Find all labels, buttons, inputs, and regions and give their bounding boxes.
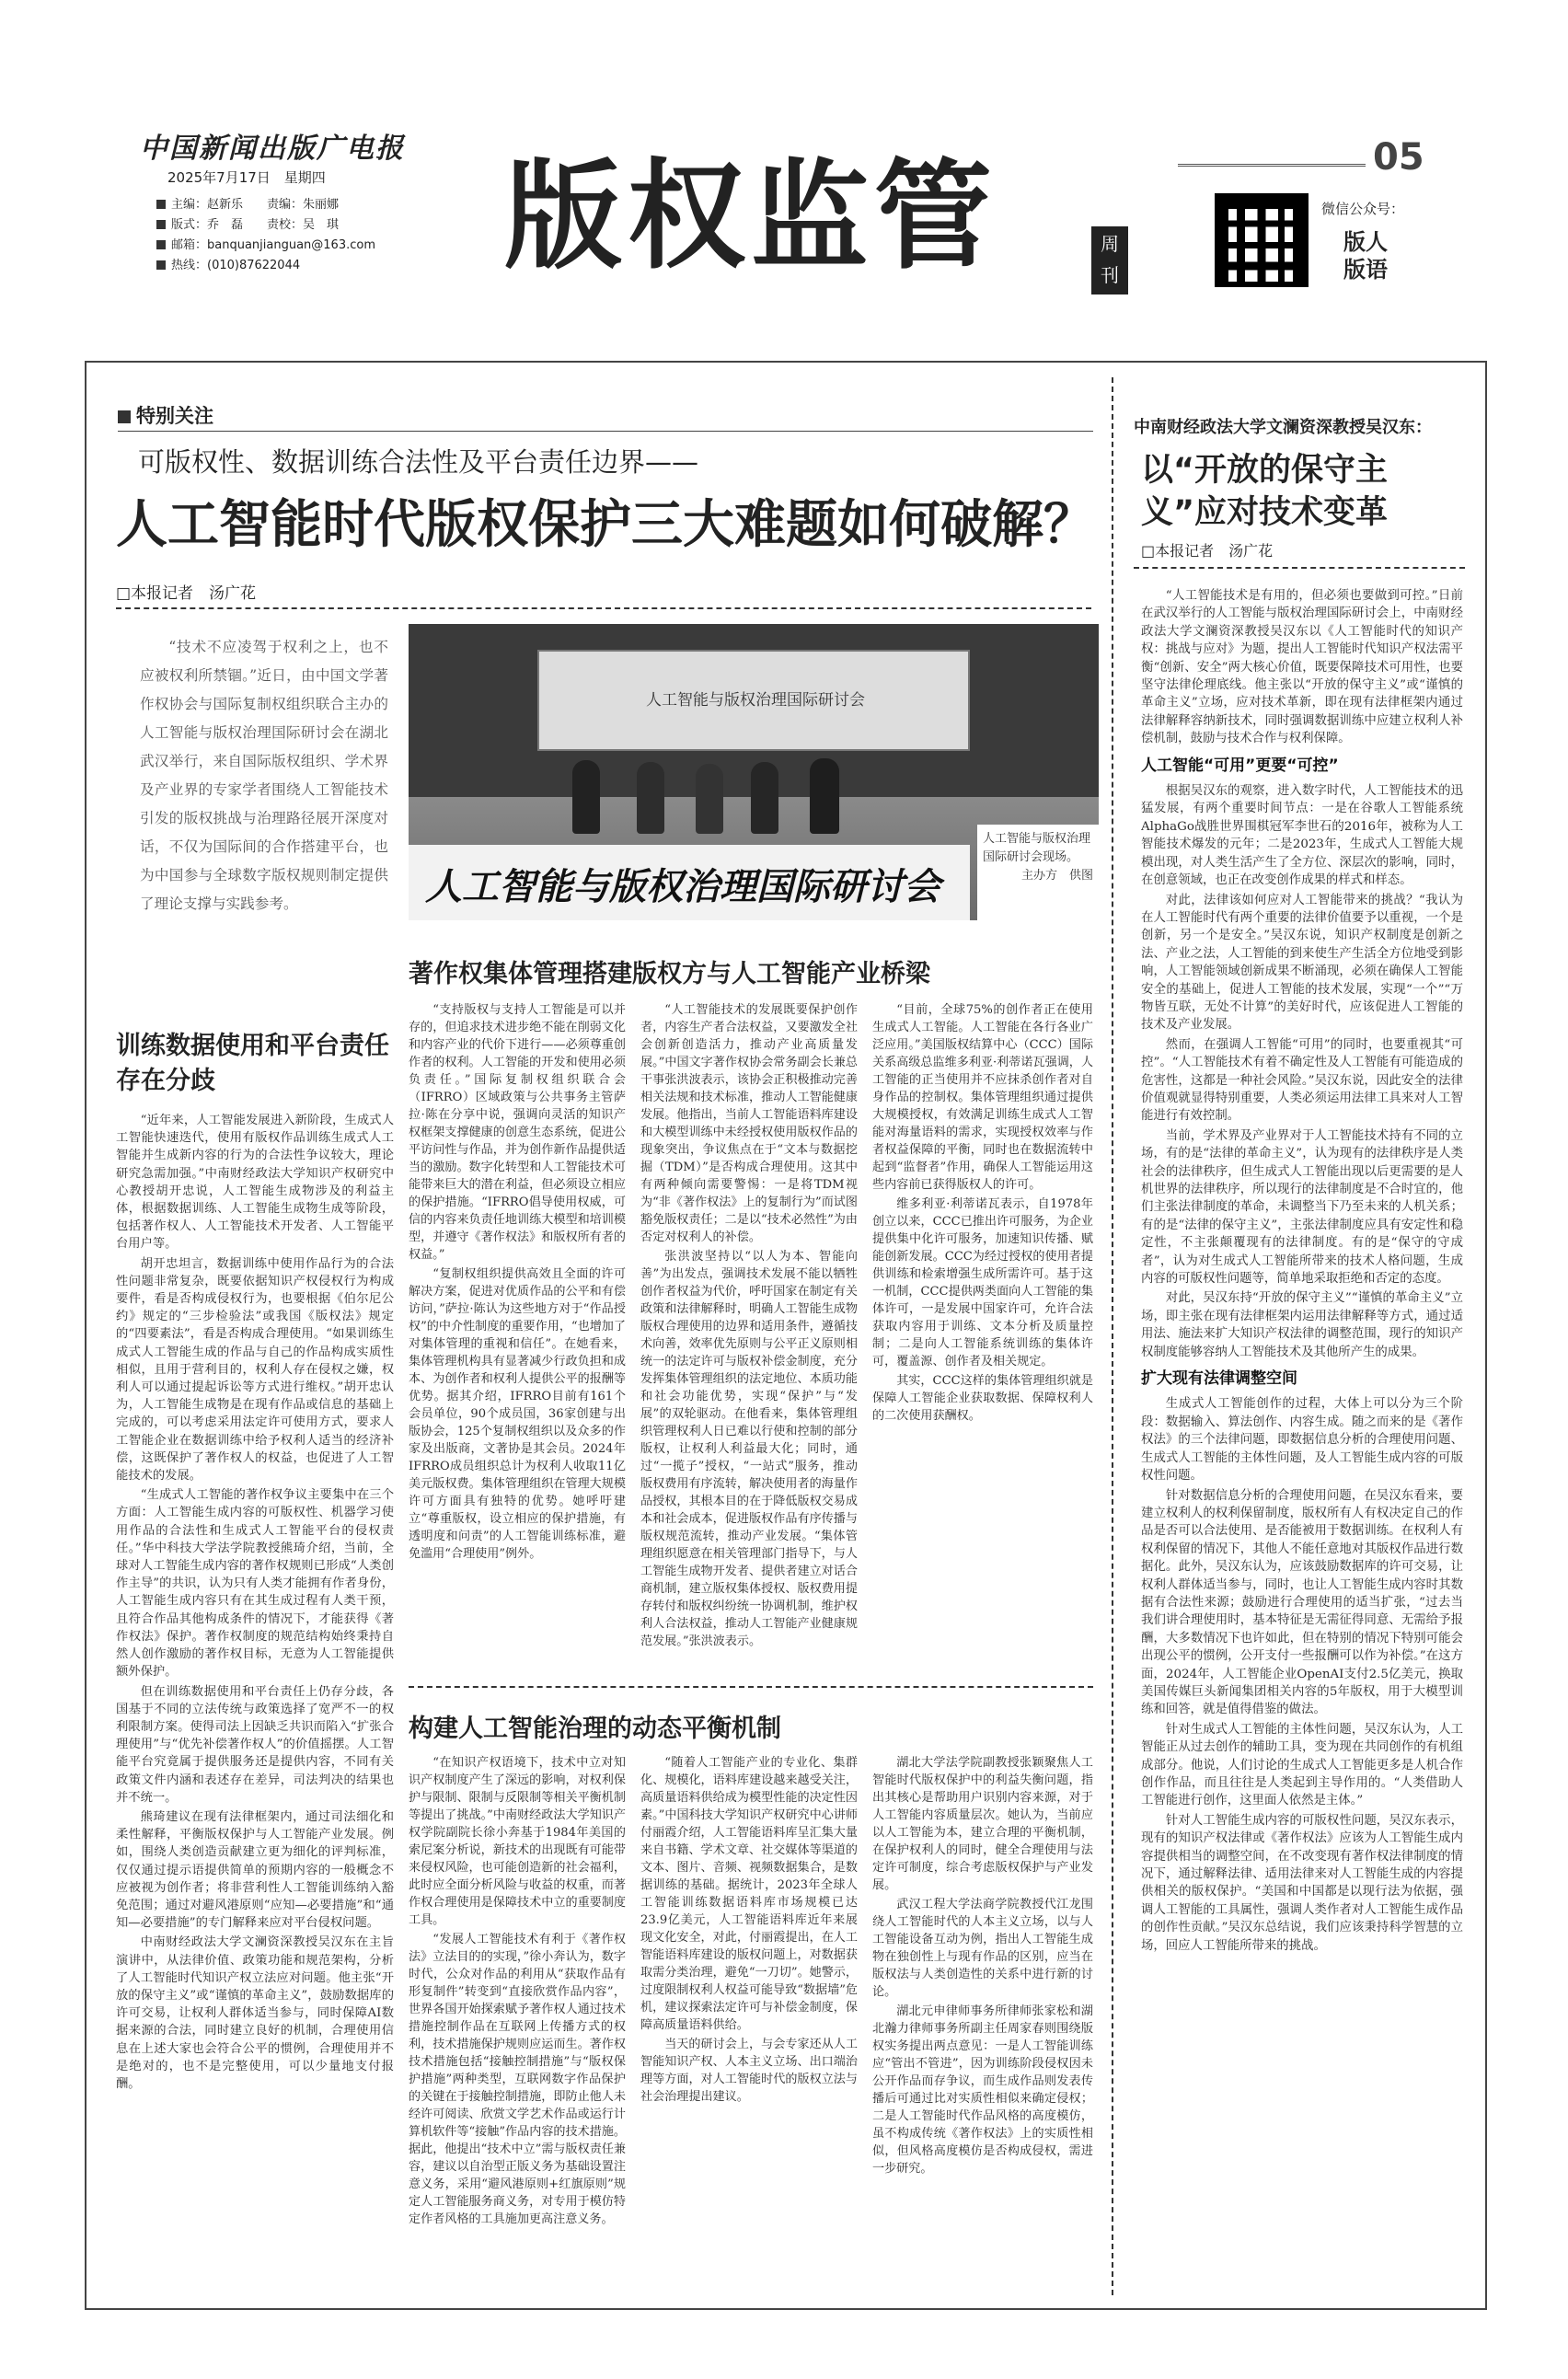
stage-banner [409, 845, 970, 920]
body-paragraph: 武汉工程大学法商学院教授代江龙围绕人工智能时代的人本主义立场，以与人工智能设备互动为例，指出人工智能生成物在独创性上与现有作品的区别，应当在版权法与人类创造性的关系中进行新的讨论。 [872, 1898, 1093, 1999]
section1-body [116, 1112, 394, 2299]
body-paragraph: “目前，全球75%的创作者正在使用生成式人工智能。人工智能在各行各业广泛应用。”美国版权结算中心（CCC）国际关系高级总监维多利亚·利蒂诺瓦强调，人工智能的正当使用并不应抹杀创作者对自身作品的控制权。集体管理组织通过提供大规模授权，有效满足训练生成式人工智能对海量语料的需求，实现授权效率与作者权益保障的平衡，同时也在数据流转中起到“监督者”作用，确保人工智能运用这些内容前已获得版权人的许可。 [872, 1003, 1093, 1192]
page-number-rule [1178, 164, 1366, 167]
page-number: 05 [1373, 136, 1424, 179]
speaker-figure [696, 764, 723, 834]
article-byline: □本报记者 汤广花 [116, 584, 257, 603]
photo-caption: 人工智能与版权治理国际研讨会现场。 [983, 832, 1091, 864]
bullet-icon [118, 410, 131, 423]
body-paragraph: 熊琦建议在现有法律框架内，通过司法细化和柔性解释，平衡版权保护与人工智能产业发展。例如，围绕人类创造贡献建立更为细化的评判标准，仅仅通过提示语提供简单的预期内容的一般概念不应被视为创作者；将非营利性人工智能训练纳入豁免范围；通过对避风港原则“应知—必要措施”和“通知—必要措施”的专门解释来应对平台侵权问题。 [116, 1809, 394, 1931]
body-paragraph: 根据吴汉东的观察，进入数字时代，人工智能技术的迅猛发展，有两个重要时间节点：一是在谷歌人工智能系统AlphaGo战胜世界围棋冠军李世石的2016年，被称为人工智能技术爆发的元年；二是2023年，生成式人工智能大规模出现，对人类生活产生了全方位、深层次的影响，同时，在创意领域，也正在改变创作成果的样式和样态。 [1141, 784, 1463, 888]
intro-paragraph: “技术不应凌驾于权利之上，也不应被权利所禁锢。”近日，由中国文学著作权协会与国际复制权组织联合主办的人工智能与版权治理国际研讨会在湖北武汉举行，来自国际版权组织、学术界及产业界的专家学者围绕人工智能技术引发的版权挑战与治理路径展开深度对话，不仅为国际间的合作搭建平台，也为中国参与全球数字版权规则制定提供了理论支撑与实践参考。 [140, 639, 388, 912]
section-label-rule [118, 431, 1093, 432]
body-paragraph: “在知识产权语境下，技术中立对知识产权制度产生了深远的影响，对权利保护与限制、限制与反限制等相关平衡机制等提出了挑战。”中南财经政法大学知识产权学院副院长徐小奔基于1984年美国的索尼案分析说，新技术的出现既有可能带来侵权风险，也可能创造新的社会福利，此时应全面分析风险与收益的权重，而著作权合理使用是保障技术中立的重要制度工具。 [409, 1756, 626, 1927]
side-body [1141, 587, 1463, 2299]
banner-text: 人工智能与版权治理国际研讨会 [425, 866, 940, 908]
article-headline: 人工智能时代版权保护三大难题如何破解？ [116, 495, 1095, 555]
issue-date: 2025年7月17日 星期四 [167, 169, 326, 186]
section3-heading: 构建人工智能治理的动态平衡机制 [409, 1715, 781, 1743]
body-paragraph: 中南财经政法大学文澜资深教授吴汉东在主旨演讲中，从法律价值、政策功能和规范架构，分析了人工智能时代知识产权立法应对问题。他主张“开放的保守主义”或“谨慎的革命主义”，鼓励数据库的许可交易，让权利人群体适当参与，同时保障AI数据来源的合法，同时建立良好的机制，合理使用信息在上述大家也会符合公平的惯例，合理使用并不是绝对的，也不是完整使用，可以少量地支付报酬。 [116, 1935, 394, 2091]
qr-code-icon [1215, 193, 1309, 287]
wechat-label: 微信公众号： [1321, 201, 1405, 217]
speaker-figure [810, 758, 839, 834]
bullet-icon [156, 260, 166, 270]
section-divider [409, 1686, 1093, 1688]
body-paragraph: “复制权组织提供高效且全面的许可解决方案，促进对优质作品的公平和有偿访问，”萨拉·陈认为这些地方对于“作品授权”的中介性制度的重要作用，“也增加了对集体管理的重视和信任”。在她看来，集体管理机构具有显著减少行政负担和成本、为创作者和权利人提供公平的报酬等优势。据其介绍，IFRRO目前有161个会员单位，90个成员国，36家创建与出版协会，125个复制权组织以及众多的作家及出版商，文著协是其会员。2024年IFRRO成员组织总计为权利人收取11亿美元版权费。集体管理组织在管理大规模许可方面具有独特的优势。她呼吁建立“尊重版权，设立相应的保护措施，有透明度和问责”的人工智能训练标准，避免滥用“合理使用”例外。 [409, 1267, 626, 1561]
section3-body-col1 [409, 1754, 626, 2299]
side-subheading: 扩大现有法律调整空间 [1141, 1369, 1297, 1389]
body-paragraph: 然而，在强调人工智能“可用”的同时，也要重视其“可控”。“人工智能技术有着不确定性及人工智能有可能造成的危害性，这都是一种社会风险。”吴汉东说，因此安全的法律价值观就显得特别重要，人类必须运用法律工具来对人工智能进行有效控制。 [1141, 1037, 1463, 1124]
body-paragraph: “发展人工智能技术有利于《著作权法》立法目的的实现，”徐小奔认为，数字时代，公众对作品的利用从“获取作品有形复制件”转变到“直接欣赏作品内容”，世界各国开始探索赋予著作权人通过技术措施控制作品在互联网上传播方式的权利，技术措施保护规则应运而生。著作权技术措施包括“接触控制措施”与“版权保护措施”两种类型，互联网数字作品保护的关键在于接触控制措施，即防止他人未经许可阅读、欣赏文学艺术作品或运行计算机软件等“接触”作品内容的技术措施。据此，他提出“技术中立”需与版权责任兼容，建议以自治型正版义务为基础设置注意义务，采用“避风港原则+红旗原则”规定人工智能服务商义务，对专用于模仿特定作者风格的工具施加更高注意义务。 [409, 1933, 626, 2226]
side-byline-divider [1134, 567, 1465, 569]
photo-credit: 主办方 供图 [1020, 869, 1093, 883]
weekly-tag [1091, 226, 1128, 294]
section2-body-col2 [640, 1001, 858, 1664]
body-paragraph: “生成式人工智能的著作权争议主要集中在三个方面：人工智能生成内容的可版权性、机器学习使用作品的合法性和生成式人工智能平台的侵权责任。”华中科技大学法学院教授熊琦介绍，当前，全球对人工智能生成内容的著作权规则已形成“人类创作主导”的共识，认为只有人类才能拥有作者身份，人工智能生成内容只有在其生成过程有人类干预，且符合作品其他构成条件的情况下，才能获得《著作权法》保护。著作权制度的规范结构始终秉持自然人创作激励的著作权目标，无意为人工智能提供额外保护。 [116, 1488, 394, 1680]
body-paragraph: “近年来，人工智能发展进入新阶段，生成式人工智能快速迭代，使用有版权作品训练生成式人工智能并生成新内容的行为的合法性争议较大，理论研究急需加强。”中南财经政法大学知识产权研究中心教授胡开忠说，人工智能生成物涉及的利益主体，根据数据训练、人工智能生成物生成等阶段，包括著作权人、人工智能技术开发者、人工智能平台用户等。 [116, 1114, 394, 1252]
screen-title: 人工智能与版权治理国际研讨会 [646, 691, 865, 710]
body-paragraph: 针对生成式人工智能的主体性问题，吴汉东认为，人工智能正从过去创作的辅助工具，变为现在共同创作的有机组成部分。他说，人们讨论的生成式人工智能更多是人机合作创作作品，而且往往是人类起到主导作用的。“人类借助人工智能进行创作，这里面人依然是主体。” [1141, 1722, 1463, 1808]
stage-screen [537, 650, 970, 751]
editor-info [156, 195, 375, 276]
side-byline: □本报记者 汤广花 [1141, 542, 1274, 560]
body-paragraph: 张洪波坚持以“以人为本、智能向善”为出发点，强调技术发展不能以牺牲创作者权益为代价，呼吁国家在制定有关政策和法律解释时，明确人工智能生成物版权合理使用的边界和适用条件，遵循技术向善，效率优先原则与公平正义原则相统一的法定许可与版权补偿金制度，充分发挥集体管理组织的法定地位、本质功能和社会功能优势，实现“保护”与“发展”的双轮驱动。在他看来，集体管理组织管理权利人日已难以行使和控制的部分版权，让权利人利益最大化；同时，通过“一揽子”授权，“一站式”服务，推动版权费用有序流转，解决使用者的海量作品授权，其根本目的在于降低版权交易成本和社会成本，促进版权作品有序传播与版权规范流转，推动产业发展。“集体管理组织愿意在相关管理部门指导下，与人工智能生成物开发者、提供者建立对话合商机制，建立版权集体授权、版权费用提存转付和版权纠纷统一协调机制，维护权利人合法权益，推动人工智能产业健康规范发展。”张洪波表示。 [640, 1250, 858, 1648]
body-paragraph: 维多利亚·利蒂诺瓦表示，自1978年创立以来，CCC已推出许可服务，为企业提供集中化许可服务，加速知识传播、赋能创新发展。CCC为经过授权的使用者提供训练和检索增强生成所需许可。基于这一机制，CCC提供两类面向人工智能的集体许可，一是发展中国家许可，允许合法获取内容用于训练、文本分析及质量控制；二是向人工智能系统训练的集体许可，覆盖源、创作者及相关规定。 [872, 1197, 1093, 1369]
body-paragraph: 针对数据信息分析的合理使用问题，在吴汉东看来，要建立权利人的权利保留制度，版权所有人有权决定自己的作品是否可以合法使用、是否能被用于数据训练。在权利人有权利保留的情况下，其他人不能任意地对其版权作品进行数据化。此外，吴汉东认为，应该鼓励数据库的许可交易，让权利人群体适当参与，同时，也让人工智能生成内容时其数据有合法性来源；鼓励进行合理使用的适当扩张，“过去当我们讲合理使用时，基本特征是无需征得同意、无需给予报酬，大多数情况下也许如此，但在特别的情况下特别可能会出现公平的惯例，公开支付一些报酬可以作为补偿。”在这方面，2024年，人工智能企业OpenAI支付2.5亿美元，换取美国传媒巨头新闻集团相关内容的5年版权，用于大模型训练和回答，就是值得借鉴的做法。 [1141, 1488, 1463, 1717]
body-paragraph: 当天的研讨会上，与会专家还从人工智能知识产权、人本主义立场、出口端治理等方面，对人工智能时代的版权立法与社会治理提出建议。 [640, 2038, 858, 2104]
body-paragraph: 当前，学术界及产业界对于人工智能技术持有不同的立场，有的是“法律的革命主义”，认为现有的法律秩序是人类社会的法律秩序，但生成式人工智能出现以后更需要的是人机世界的法律秩序，所以现行的法律制度是不合时宜的，他们主张法律制度的革命，未调整当下乃至未来的人机关系；有的是“法律的保守主义”，主张法律制度应具有安定性和稳定性，不主张颠覆现有的法律制度。有的是“保守的守成者”，认为对生成式人工智能所带来的技术人格问题，生成内容的可版权性问题等，简单地采取拒绝和否定的态度。 [1141, 1128, 1463, 1287]
wechat-name: 版人版语 [1343, 229, 1388, 283]
article-kicker: 可版权性、数据训练合法性及平台责任边界—— [138, 446, 699, 478]
body-paragraph: 但在训练数据使用和平台责任上仍存分歧，各国基于不同的立法传统与政策选择了宽严不一的权利限制方案。使得司法上因缺乏共识而陷入“扩张合理使用”与“优先补偿著作权人”的价值摇摆。人工智能平台究竟属于提供服务还是提供内容，不同有关政策文件内涵和表述存在差异，司法判决的结果也并不统一。 [116, 1684, 394, 1805]
event-photo [409, 624, 1099, 920]
section2-heading: 著作权集体管理搭建版权方与人工智能产业桥梁 [409, 960, 930, 988]
email-line: 邮箱：banquanjianguan@163.com [171, 238, 375, 252]
section2-body-col1 [409, 1001, 626, 1664]
bullet-icon [156, 220, 166, 229]
section1-heading: 训练数据使用和平台责任存在分歧 [116, 1032, 389, 1095]
article-intro [140, 633, 388, 920]
bullet-icon [156, 240, 166, 249]
side-kicker: 中南财经政法大学文澜资深教授吴汉东： [1134, 418, 1432, 437]
section3-body-col2 [640, 1754, 858, 2299]
side-headline: 以“开放的保守主义”应对技术变革 [1141, 452, 1389, 531]
section-label [118, 401, 213, 429]
body-paragraph: 其实，CCC这样的集体管理组织就是保障人工智能企业获取数据、保障权利人的二次使用获酬权。 [872, 1374, 1093, 1423]
body-paragraph: 对此，吴汉东持“开放的保守主义”“谨慎的革命主义”立场，即主张在现有法律框架内运用法律解释等方式，通过适用法、施法来扩大知识产权法律的调整范围，现行的知识产权制度能够容纳人工智能技术及其他所产生的成果。 [1141, 1291, 1463, 1359]
lead-paragraph: “人工智能技术是有用的，但必须也要做到可控。”日前在武汉举行的人工智能与版权治理国际研讨会上，中南财经政法大学文澜资深教授吴汉东以《人工智能时代的知识产权：挑战与应对》为题，提出人工智能时代知识产权法需平衡“创新、安全”两大核心价值，既要保障技术可用性，也要坚守法律伦理底线。他主张以“开放的保守主义”或“谨慎的革命主义”立场，应对技术革新，即在现有法律框架内通过法律解释容纳新技术，同时强调数据训练中应建立权利人补偿机制，鼓励与技术合作与权利保障。 [1141, 589, 1463, 746]
body-paragraph: “人工智能技术的发展既要保护创作者，内容生产者合法权益，又要激发全社会创新创造活力，推动产业高质量发展。”中国文字著作权协会常务副会长兼总干事张洪波表示，该协会正积极推动完善相关法规和技术标准，推动人工智能健康发展。他指出，当前人工智能语料库建设和大模型训练中未经授权使用版权作品的现象突出，争议焦点在于“文本与数据挖掘（TDM）”是否构成合理使用。这其中有两种倾向需要警惕：一是将TDM视为“非《著作权法》上的复制行为”而试图豁免版权责任；二是以“技术必然性”为由否定对权利人的补偿。 [640, 1003, 858, 1244]
body-paragraph: 对此，法律该如何应对人工智能带来的挑战？“我认为在人工智能时代有两个重要的法律价值要予以重视，一个是创新，另一个是安全。”吴汉东说，知识产权制度是创新之法、产业之法，人工智能的到来使生产生活全方位地受到影响，人工智能领域创新成果不断涌现，必须在确保人工智能安全的基础上，促进人工智能的技术发展，实现“一个”“万物皆互联，无处不计算”的美好时代，应该促进人工智能的技术及产业发展。 [1141, 893, 1463, 1033]
side-article-divider [1112, 377, 1113, 2295]
body-paragraph: 生成式人工智能创作的过程，大体上可以分为三个阶段：数据输入、算法创作、内容生成。随之而来的是《著作权法》的三个法律问题，即数据信息分析的合理使用问题、生成式人工智能的主体性问题，及人工智能生成内容的可版权性问题。 [1141, 1397, 1463, 1484]
speaker-figure [751, 762, 778, 834]
body-paragraph: 胡开忠坦言，数据训练中使用作品行为的合法性问题非常复杂，既要依据知识产权侵权行为构成要件，看是否构成侵权行为，也要根据《伯尔尼公约》规定的“三步检验法”或我国《版权法》规定的“四要素法”，看是否构成合理使用。“如果训练生成式人工智能生成的作品与自己的作品构成实质性相似，且用于营利目的，权利人存在侵权之嫌，权利人可以通过提起诉讼等方式进行维权。”胡开忠认为，人工智能生成物是在现有作品或信息的基础上完成的，可以考虑采用法定许可使用方式，要求人工智能企业在数据训练中给予权利人适当的经济补偿，这既保护了著作权人的权益，也促进了人工智能技术的发展。 [116, 1256, 394, 1484]
weekly-tag-text: 周刊 [1101, 233, 1119, 286]
section-title: 版权监管 [504, 147, 998, 285]
body-paragraph: 湖北大学法学院副教授张颖聚焦人工智能时代版权保护中的利益失衡问题，指出其核心是帮助用户识别内容来源，对于人工智能内容质量层次。她认为，当前应以人工智能为本，建立合理的平衡机制，在保护权利人的同时，健全合理使用与法定许可制度，综合考虑版权保护与产业发展。 [872, 1756, 1093, 1892]
editor-line: 版式：乔 磊 责校：吴 琪 [171, 218, 340, 232]
body-paragraph: 湖北元申律师事务所律师张家松和湖北瀚力律师事务所副主任周家春则围绕版权实务提出两点意见：一是人工智能训练应“管出不管进”，因为训练阶段侵权因未公开作品而存争议，而生成作品则发表传播后可通过比对实质性相似来确定侵权；二是人工智能时代作品风格的高度模仿，虽不构成传统《著作权法》上的实质性相似，但风格高度模仿是否构成侵权，需进一步研究。 [872, 2004, 1093, 2176]
hotline-line: 热线：(010)87622044 [171, 259, 301, 272]
speaker-figure [637, 762, 664, 834]
paper-name: 中国新闻出版广电报 [140, 133, 405, 165]
side-subheading: 人工智能“可用”更要“可控” [1141, 756, 1339, 775]
photo-caption-box [977, 825, 1099, 920]
bullet-icon [156, 200, 166, 209]
body-paragraph: 针对人工智能生成内容的可版权性问题，吴汉东表示，现有的知识产权法律或《著作权法》应该为人工智能生成内容提供相当的调整空间，在不改变现有著作权法律制度的情况下，通过解释法律、适用法律来对人工智能生成的内容提供相关的版权保护。“美国和中国都是以现行法为依据，强调人工智能的工具属性，强调人类作者对人工智能生成作品的创作性贡献。”吴汉东总结说，我们应该秉持科学智慧的立场，回应人工智能所带来的挑战。 [1141, 1813, 1463, 1953]
editor-line: 主编：赵新乐 责编：朱丽娜 [171, 198, 340, 212]
byline-divider [116, 607, 1091, 609]
speaker-figure [572, 760, 600, 834]
section2-body-col3 [872, 1001, 1093, 1664]
body-paragraph: “支持版权与支持人工智能是可以并存的，但追求技术进步绝不能在削弱文化和内容产业的代价下进行——必须尊重创作者的权利。人工智能的开发和使用必须负责任。”国际复制权组织联合会（IFRRO）区域政策与公共事务主管萨拉·陈在分享中说，强调向灵活的知识产权框架支撑健康的创意生态系统，促进公平访问性与作品，并为创作新作品提供适当的激励。数字化转型和人工智能技术可能带来巨大的潜在利益，但必须设立相应的保护措施。“IFRRO倡导使用权威，可信的内容来负责任地训练大模型和培训模型，并遵守《著作权法》和版权所有者的权益。” [409, 1003, 626, 1262]
body-paragraph: “随着人工智能产业的专业化、集群化、规模化，语料库建设越来越受关注，高质量语料供给成为模型性能的决定性因素。”中国科技大学知识产权研究中心讲师付丽霞介绍，人工智能语料库呈汇集大量来自书籍、学术文章、社交媒体等渠道的文本、图片、音频、视频数据集合，是数据训练的基础。据统计，2023年全球人工智能训练数据语料库市场规模已达23.9亿美元，人工智能语料库近年来展现文化安全，对此，付丽霞提出，在人工智能语料库建设的版权问题上，对数据获取需分类治理，避免“一刀切”。她警示，过度限制权利人权益可能导致“数据墙”危机，建议探索法定许可与补偿金制度，保障高质量语料供给。 [640, 1756, 858, 2032]
section-label-text: 特别关注 [136, 405, 213, 427]
section3-body-col3 [872, 1754, 1093, 2299]
masthead [0, 0, 1568, 341]
